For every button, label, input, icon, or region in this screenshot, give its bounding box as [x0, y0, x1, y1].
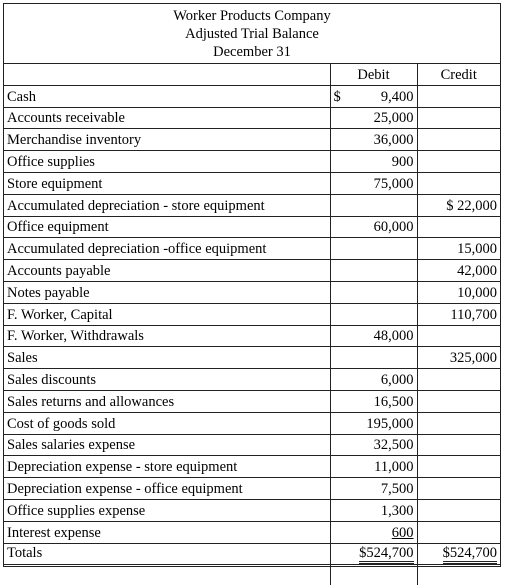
debit-amount: 60,000	[330, 216, 417, 238]
credit-amount	[417, 216, 500, 238]
table-row	[4, 281, 500, 303]
debit-amount: 6,000	[330, 369, 417, 391]
debit-amount: 48,000	[330, 325, 417, 347]
debit-amount: 75,000	[330, 172, 417, 194]
account-column-header	[4, 64, 330, 85]
table-row	[4, 194, 500, 216]
credit-amount	[417, 85, 500, 107]
account-name: Notes payable	[4, 281, 330, 303]
table-row	[4, 347, 500, 369]
debit-amount: 11,000	[330, 456, 417, 478]
debit-amount	[330, 347, 417, 369]
table-row	[4, 151, 500, 173]
credit-amount	[417, 499, 500, 521]
table-row	[4, 129, 500, 151]
credit-amount	[417, 107, 500, 129]
table-row	[4, 412, 500, 434]
credit-amount	[417, 172, 500, 194]
account-name: Depreciation expense - store equipment	[4, 456, 330, 478]
account-name: Cash	[4, 85, 330, 107]
table-row	[4, 303, 500, 325]
credit-amount	[417, 390, 500, 412]
debit-amount: 1,300	[330, 499, 417, 521]
table-row	[4, 478, 500, 500]
account-name: Depreciation expense - office equipment	[4, 478, 330, 500]
account-name: Office supplies expense	[4, 499, 330, 521]
credit-amount	[417, 325, 500, 347]
account-name: F. Worker, Capital	[4, 303, 330, 325]
debit-amount: 900	[330, 151, 417, 173]
blank-cell	[417, 565, 500, 585]
credit-amount: $ 22,000	[417, 194, 500, 216]
blank-cell	[4, 565, 330, 585]
debit-amount: 36,000	[330, 129, 417, 151]
currency-symbol: $	[333, 88, 341, 105]
table-row	[4, 499, 500, 521]
account-name: Interest expense	[4, 521, 330, 543]
credit-amount: 325,000	[417, 347, 500, 369]
credit-amount: 10,000	[417, 281, 500, 303]
debit-amount: 16,500	[330, 390, 417, 412]
total-debit: $524,700	[359, 546, 413, 564]
table-row	[4, 107, 500, 129]
company-name: Worker Products Company	[173, 8, 331, 24]
debit-value: 9,400	[380, 88, 414, 105]
table-row	[4, 369, 500, 391]
debit-amount: 25,000	[330, 107, 417, 129]
credit-amount	[417, 521, 500, 543]
debit-amount	[330, 85, 417, 107]
total-debit-cell	[330, 543, 417, 565]
debit-amount: 600	[330, 521, 417, 543]
account-name: Accumulated depreciation - store equipment	[4, 194, 330, 216]
table-row	[4, 325, 500, 347]
account-name: Store equipment	[4, 172, 330, 194]
account-name: Accounts receivable	[4, 107, 330, 129]
debit-amount	[330, 194, 417, 216]
debit-amount: 7,500	[330, 478, 417, 500]
table-row	[4, 238, 500, 260]
credit-column-header: Credit	[417, 64, 500, 85]
table-row	[4, 172, 500, 194]
account-name: Sales discounts	[4, 369, 330, 391]
account-name: Accumulated depreciation -office equipment	[4, 238, 330, 260]
total-credit-cell	[417, 543, 500, 565]
account-name: Office equipment	[4, 216, 330, 238]
report-date: December 31	[213, 44, 291, 60]
debit-amount	[330, 281, 417, 303]
account-name: Office supplies	[4, 151, 330, 173]
total-credit: $524,700	[443, 546, 497, 564]
blank-cell	[330, 565, 417, 585]
table-row	[4, 260, 500, 282]
account-name: Cost of goods sold	[4, 412, 330, 434]
account-name: F. Worker, Withdrawals	[4, 325, 330, 347]
report-title: Adjusted Trial Balance	[185, 26, 319, 42]
credit-amount	[417, 151, 500, 173]
credit-amount: 15,000	[417, 238, 500, 260]
credit-amount	[417, 434, 500, 456]
column-header-row	[4, 64, 500, 85]
table-row	[4, 434, 500, 456]
table-row	[4, 390, 500, 412]
blank-row	[4, 565, 500, 585]
table-row	[4, 216, 500, 238]
totals-row	[4, 543, 500, 565]
account-name: Merchandise inventory	[4, 129, 330, 151]
table-row	[4, 85, 500, 107]
debit-column-header: Debit	[330, 64, 417, 85]
account-name: Accounts payable	[4, 260, 330, 282]
table-row	[4, 521, 500, 543]
trial-balance-sheet	[3, 3, 501, 567]
debit-amount: 195,000	[330, 412, 417, 434]
credit-amount	[417, 478, 500, 500]
debit-amount: 32,500	[330, 434, 417, 456]
credit-amount	[417, 369, 500, 391]
totals-label: Totals	[4, 543, 330, 565]
trial-balance-table	[4, 64, 500, 585]
credit-amount: 42,000	[417, 260, 500, 282]
debit-amount	[330, 238, 417, 260]
account-name: Sales returns and allowances	[4, 390, 330, 412]
debit-amount	[330, 260, 417, 282]
credit-amount	[417, 456, 500, 478]
debit-amount	[330, 303, 417, 325]
credit-amount	[417, 412, 500, 434]
credit-amount: 110,700	[417, 303, 500, 325]
table-row	[4, 456, 500, 478]
report-header	[4, 4, 500, 64]
credit-amount	[417, 129, 500, 151]
account-name: Sales	[4, 347, 330, 369]
account-name: Sales salaries expense	[4, 434, 330, 456]
